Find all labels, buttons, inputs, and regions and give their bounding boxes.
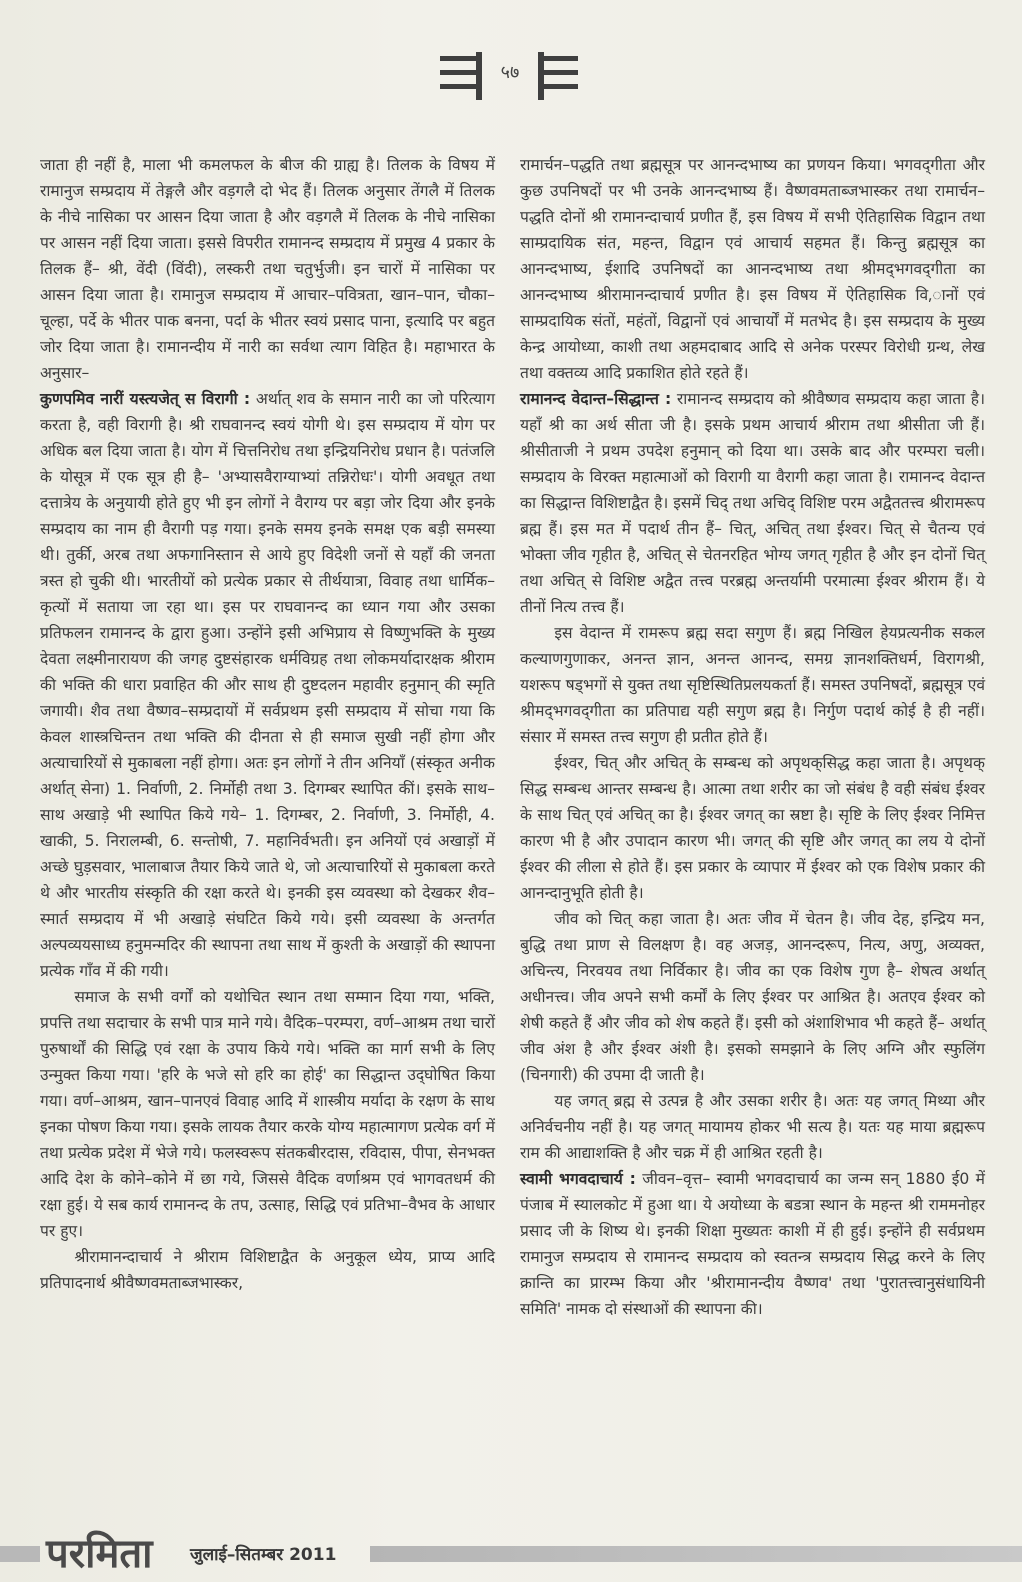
ornament-vbar	[476, 52, 482, 100]
footer-bar	[0, 1546, 40, 1562]
paragraph-heading: स्वामी भगवदाचार्य :	[520, 1170, 636, 1188]
page-footer	[0, 1528, 1022, 1582]
paragraph: इस वेदान्त में रामरूप ब्रह्म सदा सगुण हैं। ब्रह्म निखिल हेयप्रत्यनीक सकल कल्याणगुणाकर, अनन्त ज्ञान, अनन्त आनन्द, समग्र ज्ञानशक्तिधर्म, विरागश्री, यशरूप षड्भगों से युक्त तथा सृष्टिस्थितिप्रलयकर्ता हैं। समस्त उपनिषदों, ब्रह्मसूत्र एवं श्रीमद्‌भगवद्‌गीता का प्रतिपाद्य यही सगुण ब्रह्म है। निर्गुण पदार्थ कोई है ही नहीं। संसार में समस्त तत्त्व सगुण ही प्रतीत होते हैं।	[520, 624, 985, 746]
ornament-bar	[440, 84, 480, 89]
paragraph: स्वामी भगवदाचार्य : जीवन–वृत्त– स्वामी भगवदाचार्य का जन्म सन् 1880 ई0 में पंजाब में स्यालकोट में हुआ था। ये अयोध्या के बडत्रा स्थान के महन्त श्री राममनोहर प्रसाद जी के शिष्य थे। इनकी शिक्षा मुख्यतः काशी में ही हुई। इन्होंने ही सर्वप्रथम रामानुज सम्प्रदाय से रामानन्द सम्प्रदाय को स्वतन्त्र सम्प्रदाय सिद्ध करने के लिए क्रान्ति का प्रारम्भ किया और 'श्रीरामानन्दीय वैष्णव' तथा 'पुरातत्त्वानुसंधायिनी समिति' नामक दो संस्थाओं की स्थापना की।	[520, 1170, 986, 1318]
magazine-logo: परमिता	[46, 1530, 153, 1577]
ornament-bar	[440, 70, 480, 75]
page-number-ornament	[440, 50, 580, 100]
right-column	[520, 152, 985, 1322]
paragraph: ईश्वर, चित् और अचित् के सम्बन्ध को अपृथक्‌सिद्ध कहा जाता है। अपृथक् सिद्ध सम्बन्ध आन्तर सम्बन्ध है। आत्मा तथा शरीर का जो संबंध है वही संबंध ईश्वर के साथ चित् एवं अचित् का है। ईश्वर जगत् का स्रष्टा है। सृष्टि के लिए ईश्वर निमित्त कारण भी है और उपादान कारण भी। जगत् की सृष्टि और जगत् का लय ये दोनों ईश्वर की लीला से होते हैं। इस प्रकार के व्यापार में ईश्वर को एक विशेष प्रकार की आनन्दानुभूति होती है।	[520, 754, 985, 902]
paragraph: श्रीरामानन्दाचार्य ने श्रीराम विशिष्टाद्वैत के अनुकूल ध्येय, प्राप्य आदि प्रतिपादनार्थ श्रीवैष्णवमताब्जभास्कर,	[40, 1248, 495, 1292]
issue-date: जुलाई–सितम्बर 2011	[190, 1545, 337, 1565]
paragraph: यह जगत् ब्रह्म से उत्पन्न है और उसका शरीर है। अतः यह जगत् मिथ्या और अनिर्वचनीय नहीं है। यह जगत् मायामय होकर भी सत्य है। यतः यह माया ब्रह्मरूप राम की आद्याशक्ति है और चक्र में ही आश्रित रहती है।	[520, 1092, 985, 1162]
paragraph-heading: कुणपमिव नारीं यस्त्यजेत् स विरागी :	[40, 390, 251, 408]
footer-bar	[370, 1546, 1022, 1562]
paragraph-heading: रामानन्द वेदान्त–सिद्धान्त :	[520, 390, 672, 408]
paragraph: समाज के सभी वर्गों को यथोचित स्थान तथा सम्मान दिया गया, भक्ति, प्रपत्ति तथा सदाचार के सभी पात्र माने गये। वैदिक–परम्परा, वर्ण–आश्रम तथा चारों पुरुषार्थों की सिद्धि एवं रक्षा के उपाय किये गये। भक्ति का मार्ग सभी के लिए उन्मुक्त किया गया। 'हरि के भजे सो हरि का होई' का सिद्धान्त उद्‌घोषित किया गया। वर्ण–आश्रम, खान–पानएवं विवाह आदि में शास्त्रीय मर्यादा के रक्षण के साथ इनका पोषण किया गया। इसके लायक तैयार करके योग्य महात्मागण प्रत्येक वर्ग में तथा प्रत्येक प्रदेश में भेजे गये। फलस्वरूप संतकबीरदास, रविदास, पीपा, सेनभक्त आदि देश के कोने–कोने में छा गये, जिससे वैदिक वर्णाश्रम एवं भागवतधर्म की रक्षा हुई। ये सब कार्य रामानन्द के तप, उत्साह, सिद्धि एवं प्रतिभा–वैभव के आधार पर हुए।	[40, 988, 495, 1240]
ornament-bar	[538, 70, 578, 75]
ornament-bar	[538, 84, 578, 89]
ornament-bar	[440, 56, 480, 61]
paragraph: जाता ही नहीं है, माला भी कमलफल के बीज की ग्राह्य है। तिलक के विषय में रामानुज सम्प्रदाय में तेङ्गलै और वड़गलै दो भेद हैं। तिलक अनुसार तेंगलै में तिलक के नीचे नासिका पर आसन दिया जाता है और वड़गलै में तिलक के नीचे नासिका पर आसन नहीं दिया जाता। इससे विपरीत रामानन्द सम्प्रदाय में प्रमुख 4 प्रकार के तिलक हैं– श्री, वेंदी (विंदी), लस्करी तथा चतुर्भुजी। इन चारों में नासिका पर आसन दिया जाता है। रामानुज सम्प्रदाय में आचार–पवित्रता, खान–पान, चौका–चूल्हा, पर्दे के भीतर पाक बनना, पर्दा के भीतर स्वयं प्रसाद पाना, इत्यादि पर बहुत जोर दिया जाता है। रामानन्दीय में नारी का सर्वथा त्याग विहित है। महाभारत के अनुसार–	[40, 156, 495, 382]
left-column	[40, 152, 495, 1296]
ornament-bar	[538, 56, 578, 61]
paragraph: जीव को चित् कहा जाता है। अतः जीव में चेतन है। जीव देह, इन्द्रिय मन, बुद्धि तथा प्राण से विलक्षण है। वह अजड़, आनन्दरूप, नित्य, अणु, अव्यक्त, अचिन्त्य, निरवयव तथा निर्विकार है। जीव का एक विशेष गुण है– शेषत्व अर्थात् अधीनत्त्व। जीव अपने सभी कर्मों के लिए ईश्वर पर आश्रित है। अतएव ईश्वर को शेषी कहते हैं और जीव को शेष कहते हैं। इसी को अंशाशिभाव भी कहते हैं– अर्थात् जीव अंश है और ईश्वर अंशी है। इसको समझाने के लिए अग्नि और स्फुलिंग (चिनगारी) की उपमा दी जाती है।	[520, 910, 985, 1084]
paragraph: कुणपमिव नारीं यस्त्यजेत् स विरागी : अर्थात् शव के समान नारी का जो परित्याग करता है, वही विरागी है। श्री राघवानन्द स्वयं योगी थे। इस सम्प्रदाय में योग पर अधिक बल दिया जाता है। योग में चित्तनिरोध तथा इन्द्रियनिरोध प्रधान है। पतंजलि के योसूत्र में एक सूत्र ही है– 'अभ्यासवैराग्याभ्यां तन्निरोधः'। योगी अवधूत तथा दत्तात्रेय के अनुयायी होते हुए भी इन लोगों ने वैराग्य पर बड़ा जोर दिया और इनके सम्प्रदाय का नाम ही वैरागी पड़ गया। इनके समय इनके समक्ष एक बड़ी समस्या थी। तुर्की, अरब तथा अफगानिस्तान से आये हुए विदेशी जनों से यहाँ की जनता त्रस्त हो चुकी थी। भारतीयों को प्रत्येक प्रकार से तीर्थयात्रा, विवाह तथा धार्मिक–कृत्यों में सताया जा रहा था। इस पर राघवानन्द का ध्यान गया और उसका प्रतिफलन रामानन्द के द्वारा हुआ। उन्होंने इसी अभिप्राय से विष्णुभक्ति के मुख्य देवता लक्ष्मीनारायण की जगह दुष्टसंहारक धर्मविग्रह तथा लोकमर्यादारक्षक श्रीराम की भक्ति की धारा प्रवाहित की और साथ ही दुष्टदलन महावीर हनुमान् की स्मृति जगायी। शैव तथा वैष्णव–सम्प्रदायों में सर्वप्रथम इसी सम्प्रदाय में सोचा गया कि केवल शास्त्रचिन्तन तथा भक्ति की दीनता से ही समाज सुखी नहीं होगा और अत्याचारियों से मुकाबला नहीं होगा। अतः इन लोगों ने तीन अनियाँ (संस्कृत अनीक अर्थात् सेना) 1. निर्वाणी, 2. निर्मोही तथा 3. दिगम्बर स्थापित कीं। इसके साथ–साथ अखाड़े भी स्थापित किये गये– 1. दिगम्बर, 2. निर्वाणी, 3. निर्मोही, 4. खाकी, 5. निरालम्बी, 6. सन्तोषी, 7. महानिर्वभती। इन अनियों एवं अखाड़ों में अच्छे घुड़सवार, भालाबाज तैयार किये जाते थे, जो अत्याचारियों से मुकाबला करते थे और भारतीय संस्कृति की रक्षा करते थे। इनकी इस व्यवस्था को देखकर शैव–स्मार्त सम्प्रदाय में भी अखाड़े संघटित किये गये। इसी व्यवस्था के अन्तर्गत अल्पव्ययसाध्य हनुमन्मदिर की स्थापना तथा साथ में कुश्ती के अखाड़ों की स्थापना प्रत्येक गाँव में की गयी।	[40, 390, 495, 980]
paragraph: रामार्चन–पद्धति तथा ब्रह्मसूत्र पर आनन्दभाष्य का प्रणयन किया। भगवद्‌गीता और कुछ उपनिषदों पर भी उनके आनन्दभाष्य हैं। वैष्णवमताब्जभास्कर तथा रामार्चन–पद्धति दोनों श्री रामानन्दाचार्य प्रणीत हैं, इस विषय में सभी ऐतिहासिक विद्वान तथा साम्प्रदायिक संत, महन्त, विद्वान एवं आचार्य सहमत हैं। किन्तु ब्रह्मसूत्र का आनन्दभाष्य, ईशादि उपनिषदों का आनन्दभाष्य तथा श्रीमद्‌भगवद्‌गीता का आनन्दभाष्य श्रीरामानन्दाचार्य प्रणीत है। इस विषय में ऐतिहासिक वि,ानों एवं साम्प्रदायिक संतों, महंतों, विद्वानों एवं आचार्यों में मतभेद है। इस सम्प्रदाय के मुख्य केन्द्र आयोध्या, काशी तथा अहमदाबाद आदि से अनेक परस्पर विरोधी ग्रन्थ, लेख तथा वक्तव्य आदि प्रकाशित होते रहते हैं।	[520, 156, 985, 382]
paragraph: रामानन्द वेदान्त–सिद्धान्त : रामानन्द सम्प्रदाय को श्रीवैष्णव सम्प्रदाय कहा जाता है। यहाँ श्री का अर्थ सीता जी है। इसके प्रथम आचार्य श्रीराम तथा श्रीसीता जी हैं। श्रीसीताजी ने प्रथम उपदेश हनुमान् को दिया था। उसके बाद और परम्परा चली। सम्प्रदाय के विरक्त महात्माओं को विरागी या वैरागी कहा जाता है। रामानन्द वेदान्त का सिद्धान्त विशिष्टाद्वैत है। इसमें चिद् तथा अचिद् विशिष्ट परम अद्वैततत्त्व श्रीरामरूप ब्रह्म हैं। इस मत में पदार्थ तीन हैं– चित्, अचित् तथा ईश्वर। चित् से चैतन्य एवं भोक्ता जीव गृहीत है, अचित् से चेतनरहित भोग्य जगत् गृहीत है और इन दोनों चित् तथा अचित् से विशिष्ट अद्वैत तत्त्व परब्रह्म अन्तर्यामी परमात्मा ईश्वर श्रीराम हैं। ये तीनों नित्य तत्त्व हैं।	[520, 390, 985, 616]
page-number: ५७	[500, 62, 520, 83]
